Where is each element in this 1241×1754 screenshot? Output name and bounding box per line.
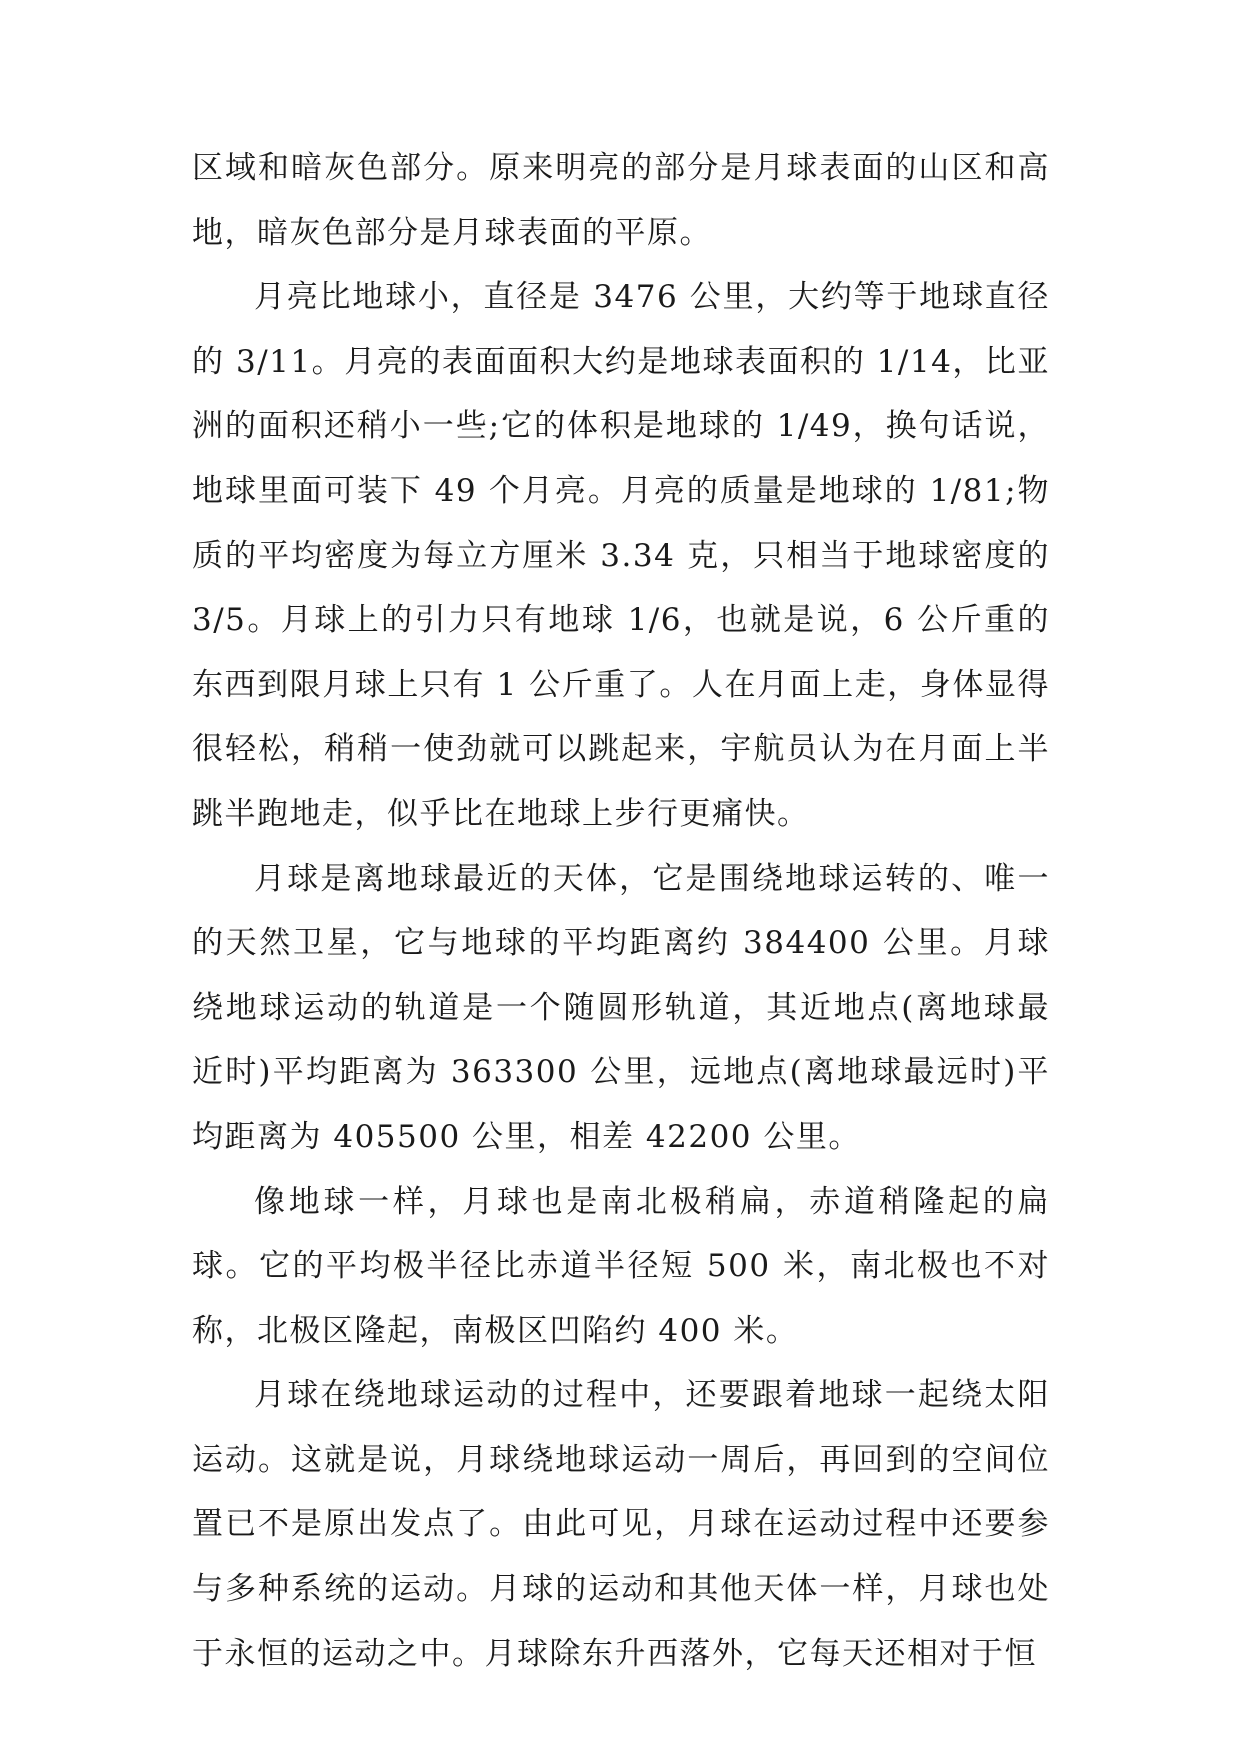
paragraph-1: 区域和暗灰色部分。原来明亮的部分是月球表面的山区和高地，暗灰色部分是月球表面的平原。 [192,150,1050,251]
paragraph-3: 月球是离地球最近的天体，它是围绕地球运转的、唯一的天然卫星，它与地球的平均距离约 384400 公里。月球绕地球运动的轨道是一个随圆形轨道，其近地点(离地球最近时)平均距离为 363300 公里，远地点(离地球最远时)平均距离为 405500 公里，相差 42200 公里。 [192,860,1050,1155]
paragraph-4: 像地球一样，月球也是南北极稍扁，赤道稍隆起的扁球。它的平均极半径比赤道半径短 500 米，南北极也不对称，北极区隆起，南极区凹陷约 400 米。 [192,1183,1050,1349]
paragraph-5: 月球在绕地球运动的过程中，还要跟着地球一起绕太阳运动。这就是说，月球绕地球运动一周后，再回到的空间位置已不是原出发点了。由此可见，月球在运动过程中还要参与多种系统的运动。月球的运动和其他天体一样，月球也处于永恒的运动之中。月球除东升西落外，它每天还相对于恒 [192,1377,1050,1672]
document-body [192,136,1050,1686]
paragraph-2: 月亮比地球小，直径是 3476 公里，大约等于地球直径的 3/11。月亮的表面面积大约是地球表面积的 1/14，比亚洲的面积还稍小一些;它的体积是地球的 1/49，换句话说，地球里面可装下 49 个月亮。月亮的质量是地球的 1/81;物质的平均密度为每立方厘米 3.34 克，只相当于地球密度的 3/5。月球上的引力只有地球 1/6，也就是说，6 公斤重的东西到限月球上只有 1 公斤重了。人在月面上走，身体显得很轻松，稍稍一使劲就可以跳起来，宇航员认为在月面上半跳半跑地走，似乎比在地球上步行更痛快。 [192,279,1050,832]
